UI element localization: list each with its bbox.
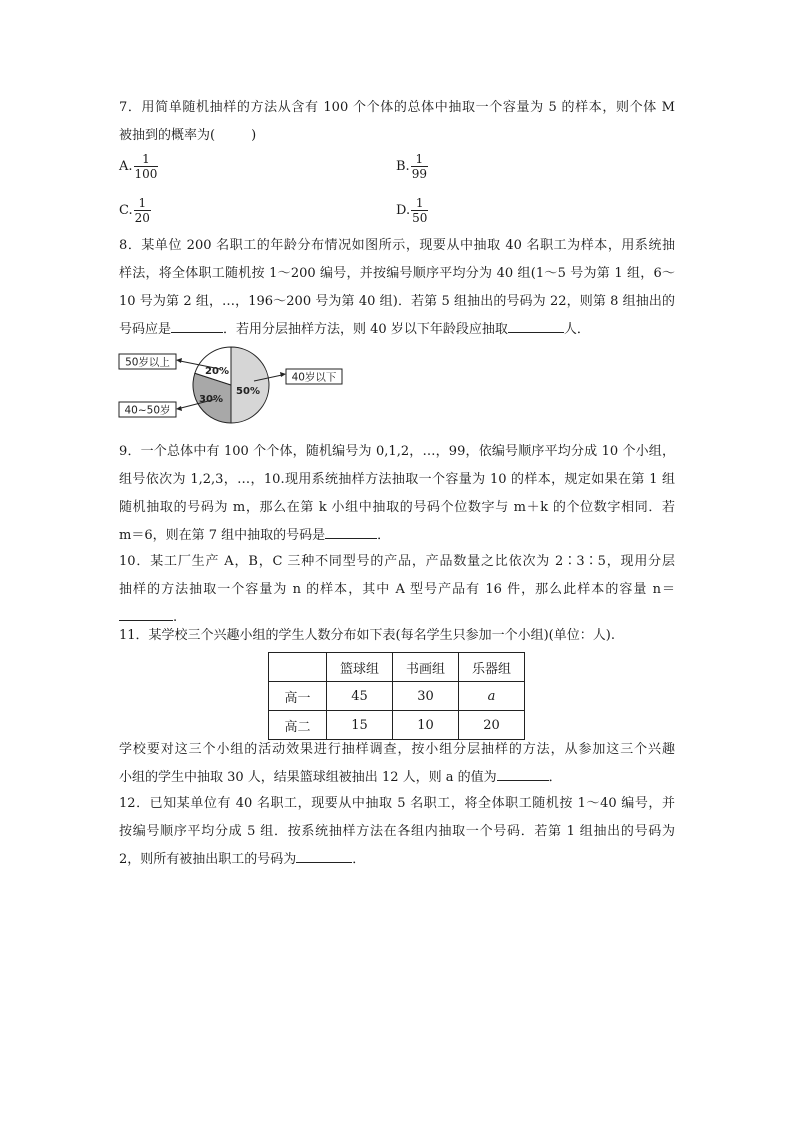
question-12 [119, 790, 675, 874]
table-header-cell: 乐器组 [459, 653, 525, 682]
question-10 [119, 548, 675, 632]
pct-over50: 20% [205, 366, 229, 377]
table-cell: 10 [393, 711, 459, 740]
question-7 [119, 94, 675, 150]
q11-text-a: 小组的学生中抽取 30 人，结果篮球组被抽出 12 人，则 a 的值为 [119, 770, 497, 785]
answer-blank [119, 619, 173, 621]
q10-line-2: 抽样的方法抽取一个容量为 n 的样本，其中 A 型号产品有 16 件，那么此样本的容量 n＝ [119, 582, 675, 597]
q8-text-a: 号码应是 [119, 322, 172, 337]
pct-under40: 50% [236, 386, 260, 397]
q8-line-1: 8．某单位 200 名职工的年龄分布情况如图所示，现要从中抽取 40 名职工为样本，用系统抽 [119, 238, 675, 253]
q9-text-b: ． [377, 528, 391, 543]
table-row [269, 682, 525, 711]
option-label: C. [119, 203, 133, 218]
table-cell: 15 [327, 711, 393, 740]
q11-line-3 [119, 764, 675, 792]
q9-line-4 [119, 522, 675, 550]
table-header-cell [269, 653, 327, 682]
q7-option-d [396, 196, 428, 225]
option-label: A. [119, 159, 133, 174]
fraction-numerator: 1 [415, 196, 424, 210]
pie-slices [193, 347, 269, 423]
answer-blank [325, 537, 377, 539]
fraction-numerator: 1 [415, 152, 424, 166]
q9-line-1: 9．一个总体中有 100 个个体，随机编号为 0,1,2，…，99，依编号顺序平均分成 10 个小组， [119, 444, 675, 459]
q8-line-3: 10 号为第 2 组，…，196～200 号为第 40 组)．若第 5 组抽出的号码为 22，则第 8 组抽出的 [119, 294, 675, 309]
table-header-row [269, 653, 525, 682]
q7-option-c [119, 196, 151, 225]
q8-text-b: ．若用分层抽样方法，则 40 岁以下年龄段应抽取 [223, 322, 508, 337]
table-cell: 20 [459, 711, 525, 740]
arrow-head-icon [176, 358, 182, 363]
pct-40-50: 30% [199, 394, 223, 405]
arrow-head-icon [176, 406, 182, 411]
q7-paren-close: ) [251, 128, 257, 143]
fraction-numerator: 1 [138, 196, 147, 210]
q12-text-a: 2，则所有被抽出职工的号码为 [119, 852, 297, 867]
q12-line-1: 12．已知某单位有 40 名职工，现要从中抽取 5 名职工，将全体职工随机按 1～40 编号，并 [119, 796, 675, 811]
fraction-denominator: 50 [412, 211, 428, 225]
question-8 [119, 232, 675, 344]
question-11-continued [119, 736, 675, 792]
fraction [134, 152, 159, 181]
fraction-denominator: 100 [134, 167, 158, 181]
answer-blank [296, 861, 352, 863]
answer-blank [171, 331, 223, 333]
fraction [411, 196, 428, 225]
q8-line-4 [119, 316, 675, 344]
q8-text-c: 人． [563, 322, 590, 337]
q7-stem-text: 被抽到的概率为( [119, 128, 216, 143]
answer-blank [508, 331, 564, 333]
age-pie-chart [118, 343, 344, 425]
q9-text-a: m＝6，则在第 7 组中抽取的号码是 [119, 528, 326, 543]
fraction-numerator: 1 [142, 152, 150, 166]
q10-line-1: 10．某工厂生产 A，B，C 三种不同型号的产品，产品数量之比依次为 2∶3∶5，现用分层 [119, 554, 675, 569]
label-40-50: 40~50岁 [124, 404, 171, 417]
table-header-cell: 书画组 [393, 653, 459, 682]
table-cell: 45 [327, 682, 393, 711]
question-9 [119, 438, 675, 550]
q8-line-2: 样法，将全体职工随机按 1～200 编号，并按编号顺序平均分为 40 组(1～5 号为第 1 组，6～ [119, 266, 675, 281]
label-under40: 40岁以下 [291, 371, 337, 384]
table-header-cell: 篮球组 [327, 653, 393, 682]
arrow-head-icon [280, 372, 286, 377]
q11-line-1: 11．某学校三个兴趣小组的学生人数分布如下表(每名学生只参加一个小组)(单位：人). [119, 628, 615, 643]
fraction-denominator: 20 [134, 211, 150, 225]
q10-text-b: . [173, 610, 178, 625]
q12-line-2: 按编号顺序平均分成 5 组．按系统抽样方法在各组内抽取一个号码．若第 1 组抽出的号码为 [119, 824, 675, 839]
q7-option-b [396, 152, 428, 181]
answer-blank [497, 779, 549, 781]
table-cell: a [459, 682, 525, 711]
pie-slice-under40 [231, 347, 269, 423]
table-cell: 30 [393, 682, 459, 711]
fraction [134, 196, 151, 225]
q9-line-2: 组号依次为 1,2,3，…，10.现用系统抽样方法抽取一个容量为 10 的样本，规定如果在第 1 组 [119, 472, 675, 487]
q7-line-2 [119, 122, 675, 150]
option-label: B. [396, 159, 410, 174]
q7-line-1: 7．用简单随机抽样的方法从含有 100 个个体的总体中抽取一个容量为 5 的样本，则个体 M [119, 100, 675, 115]
q7-option-a [119, 152, 158, 181]
fraction [411, 152, 428, 181]
q11-text-b: ． [548, 770, 562, 785]
q11-line-2: 学校要对这三个小组的活动效果进行抽样调查，按小组分层抽样的方法，从参加这三个兴趣 [119, 742, 675, 757]
q12-text-b: ． [352, 852, 366, 867]
q12-line-3 [119, 846, 675, 874]
q9-line-3: 随机抽取的号码为 m，那么在第 k 小组中抽取的号码个位数字与 m＋k 的个位数字相同．若 [119, 500, 675, 515]
table-cell: 高二 [269, 711, 327, 740]
label-over50: 50岁以上 [125, 356, 170, 369]
fraction-denominator: 99 [411, 167, 427, 181]
option-label: D. [396, 203, 411, 218]
question-11 [119, 622, 675, 650]
interest-group-table [268, 652, 525, 740]
table-cell: 高一 [269, 682, 327, 711]
